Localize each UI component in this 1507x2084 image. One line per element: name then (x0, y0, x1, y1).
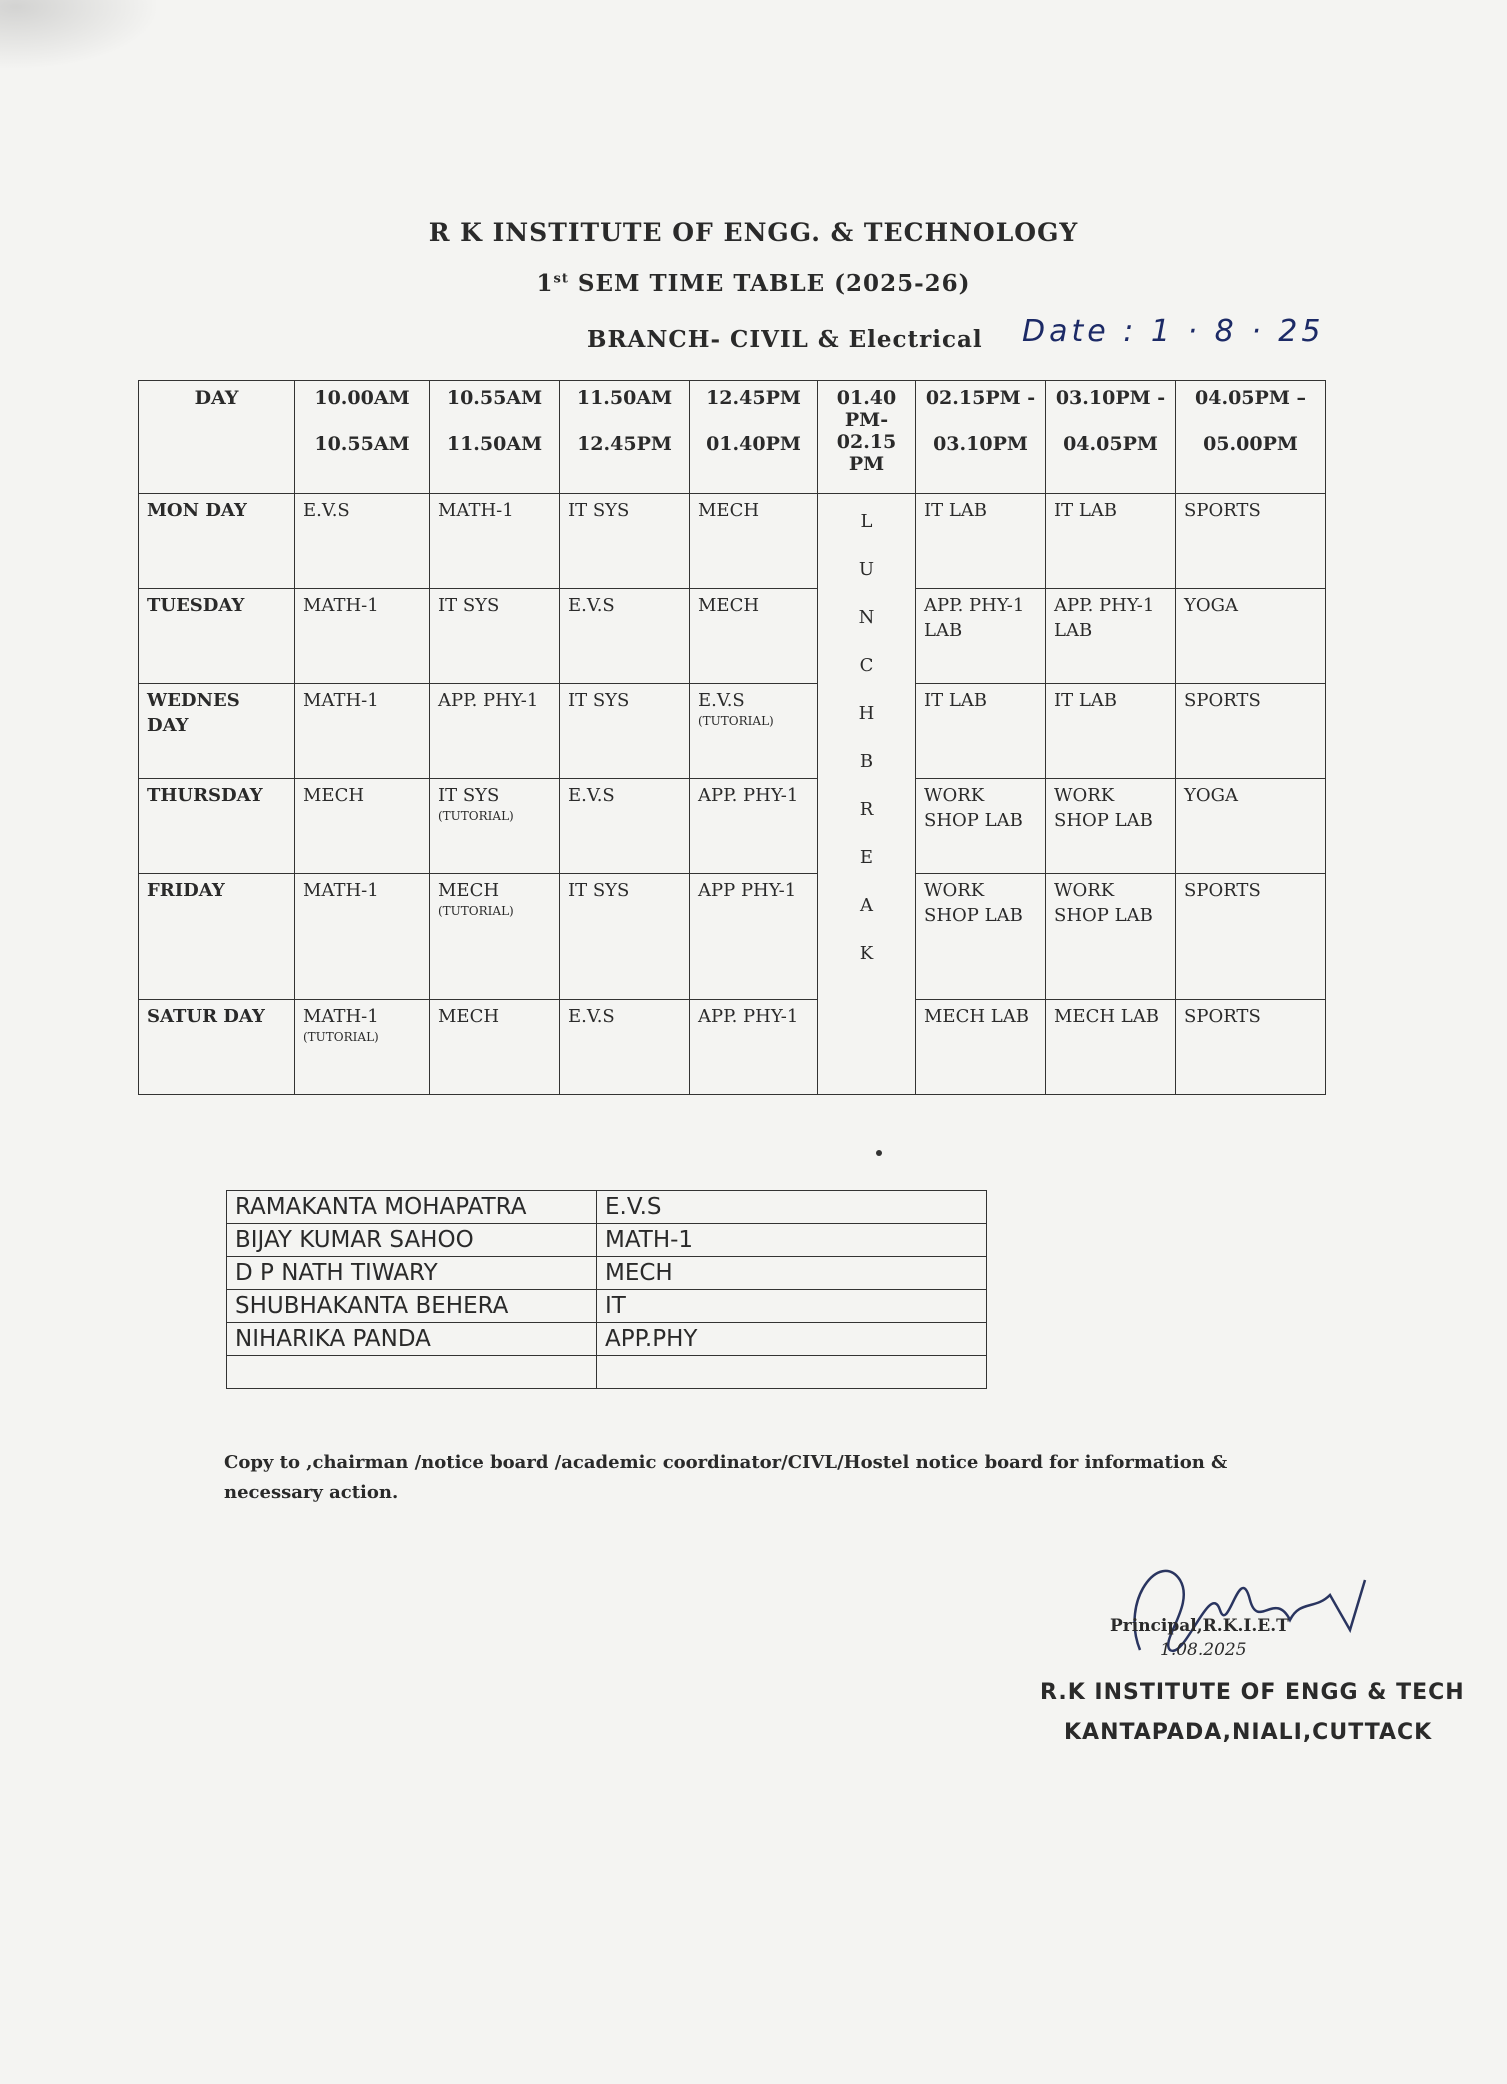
period-cell: APP. PHY-1 (690, 1000, 818, 1095)
faculty-subject: E.V.S (597, 1191, 987, 1224)
lunch-break-cell: L U N C H B R E A K (818, 494, 916, 1095)
scan-smudge (0, 0, 160, 70)
period-cell: APP PHY-1 (690, 874, 818, 1000)
period-cell: MECH (690, 589, 818, 684)
tutorial-note: (TUTORIAL) (698, 714, 774, 728)
column-header: 04.05PM – 05.00PM (1176, 381, 1326, 494)
column-header: 01.40 PM- 02.15 PM (818, 381, 916, 494)
day-cell: TUESDAY (139, 589, 295, 684)
period-cell: IT LAB (916, 684, 1046, 779)
copy-to-note: Copy to ,chairman /notice board /academic coordinator/CIVL/Hostel notice board for information & necessary action. (224, 1452, 1228, 1503)
period-cell: MATH-1 (295, 684, 430, 779)
faculty-name: D P NATH TIWARY (227, 1257, 597, 1290)
day-cell: MON DAY (139, 494, 295, 589)
period-cell: MECH (690, 494, 818, 589)
period-cell: SPORTS (1176, 1000, 1326, 1095)
table-row (227, 1257, 987, 1290)
period-cell: WORK SHOP LAB (916, 779, 1046, 874)
period-cell: WORK SHOP LAB (1046, 874, 1176, 1000)
period-cell: WORK SHOP LAB (1046, 779, 1176, 874)
timetable-header-row (139, 381, 1326, 494)
period-cell: IT LAB (1046, 684, 1176, 779)
period-cell: SPORTS (1176, 874, 1326, 1000)
faculty-name: SHUBHAKANTA BEHERA (227, 1290, 597, 1323)
period-cell: IT LAB (916, 494, 1046, 589)
table-row (139, 1000, 1326, 1095)
period-cell: MATH-1 (TUTORIAL) (295, 1000, 430, 1095)
period-cell: APP. PHY-1 (430, 684, 560, 779)
period-cell: E.V.S (TUTORIAL) (690, 684, 818, 779)
signature-date: 1.08.2025 (1160, 1640, 1247, 1660)
period-cell: YOGA (1176, 589, 1326, 684)
day-cell: WEDNES DAY (139, 684, 295, 779)
period-cell: IT SYS (430, 589, 560, 684)
table-row (227, 1290, 987, 1323)
period-cell: E.V.S (295, 494, 430, 589)
faculty-subject: APP.PHY (597, 1323, 987, 1356)
period-cell: MECH (TUTORIAL) (430, 874, 560, 1000)
column-header: 02.15PM - 03.10PM (916, 381, 1046, 494)
column-header: 03.10PM - 04.05PM (1046, 381, 1176, 494)
institute-title: R K INSTITUTE OF ENGG. & TECHNOLOGY (428, 218, 1079, 247)
table-row (139, 779, 1326, 874)
semester-title-text: SEM TIME TABLE (2025-26) (577, 270, 971, 297)
column-header: 10.55AM 11.50AM (430, 381, 560, 494)
day-cell: FRIDAY (139, 874, 295, 1000)
tutorial-note: (TUTORIAL) (438, 904, 514, 918)
period-cell: MATH-1 (430, 494, 560, 589)
period-cell: E.V.S (560, 779, 690, 874)
table-row (139, 874, 1326, 1000)
table-row (227, 1323, 987, 1356)
semester-suffix: st (553, 271, 569, 287)
principal-label: Principal,R.K.I.E.T (1110, 1616, 1289, 1636)
day-cell: THURSDAY (139, 779, 295, 874)
faculty-subject (597, 1356, 987, 1389)
table-row (139, 684, 1326, 779)
period-cell: WORK SHOP LAB (916, 874, 1046, 1000)
faculty-name: BIJAY KUMAR SAHOO (227, 1224, 597, 1257)
faculty-subject: IT (597, 1290, 987, 1323)
period-cell: IT SYS (560, 874, 690, 1000)
column-header: 12.45PM 01.40PM (690, 381, 818, 494)
column-header: DAY (139, 381, 295, 494)
period-cell: SPORTS (1176, 494, 1326, 589)
period-cell: IT LAB (1046, 494, 1176, 589)
tutorial-note: (TUTORIAL) (303, 1030, 379, 1044)
period-cell: MECH LAB (1046, 1000, 1176, 1095)
address-stamp: KANTAPADA,NIALI,CUTTACK (1064, 1720, 1433, 1745)
faculty-name: RAMAKANTA MOHAPATRA (227, 1191, 597, 1224)
column-header: 11.50AM 12.45PM (560, 381, 690, 494)
period-cell: MECH (430, 1000, 560, 1095)
semester-number: 1 (536, 270, 554, 297)
table-row (227, 1191, 987, 1224)
period-cell: MATH-1 (295, 589, 430, 684)
period-cell: E.V.S (560, 589, 690, 684)
faculty-subject: MATH-1 (597, 1224, 987, 1257)
period-cell: MATH-1 (295, 874, 430, 1000)
period-cell: IT SYS (560, 494, 690, 589)
period-cell: SPORTS (1176, 684, 1326, 779)
table-row (139, 494, 1326, 589)
branch-title: BRANCH- CIVIL & Electrical (587, 326, 983, 353)
faculty-table (226, 1190, 987, 1389)
faculty-name: NIHARIKA PANDA (227, 1323, 597, 1356)
tutorial-note: (TUTORIAL) (438, 809, 514, 823)
faculty-name (227, 1356, 597, 1389)
stray-mark (876, 1150, 882, 1156)
period-cell: IT SYS (560, 684, 690, 779)
period-cell: MECH (295, 779, 430, 874)
faculty-subject: MECH (597, 1257, 987, 1290)
table-row (227, 1356, 987, 1389)
day-cell: SATUR DAY (139, 1000, 295, 1095)
period-cell: MECH LAB (916, 1000, 1046, 1095)
timetable (138, 380, 1326, 1095)
table-row (139, 589, 1326, 684)
period-cell: IT SYS (TUTORIAL) (430, 779, 560, 874)
period-cell: E.V.S (560, 1000, 690, 1095)
handwritten-date: Date : 1 · 8 · 25 (1022, 314, 1325, 349)
period-cell: APP. PHY-1 LAB (1046, 589, 1176, 684)
column-header: 10.00AM 10.55AM (295, 381, 430, 494)
table-row (227, 1224, 987, 1257)
period-cell: APP. PHY-1 (690, 779, 818, 874)
period-cell: YOGA (1176, 779, 1326, 874)
institute-stamp: R.K INSTITUTE OF ENGG & TECH (1040, 1680, 1465, 1705)
period-cell: APP. PHY-1 LAB (916, 589, 1046, 684)
semester-title (0, 270, 1507, 297)
